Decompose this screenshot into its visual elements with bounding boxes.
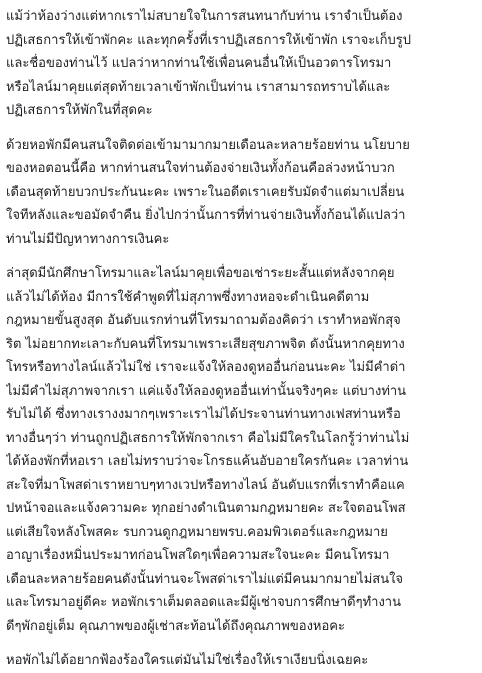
text-line: ปฏิเสธการให้เข้าพักคะ และทุกครั้งที่เราปฏิเสธการให้เข้าพัก เราจะเก็บรูป (6, 32, 412, 48)
text-line: ไม่มีคำไม่สุภาพจากเรา แค่แจ้งให้ลองดูหออื่นเท่านั้นจริงๆคะ แต่บางท่าน (6, 383, 407, 399)
text-line: โทรหรือทางไลน์แล้วไม่ใช่ เราจะแจ้งให้ลองดูหออื่นก่อนนะคะ ไม่มีคำด่า (6, 360, 406, 375)
text-line: และชื่อของท่านไว้ แปลว่าหากท่านใช้เพื่อนคนอื่นให้เป็นอวตารโทรมา (6, 56, 392, 71)
text-line: แต่เสียใจหลังโพสคะ รบกวนดูกฎหมายพรบ.คอมพิวเตอร์และกฎหมาย (6, 524, 388, 540)
text-line: ทางอื่นๆว่า ท่านถูกปฏิเสธการให้พักจากเรา คือไม่มีใครในโลกรู้ว่าท่านไม่ (6, 430, 410, 446)
text-line: แม้ว่าห้องว่างแต่หากเราไม่สบายใจในการสนทนากับท่าน เราจำเป็นต้อง (6, 9, 403, 24)
text-line: แล้วไม่ได้ห้อง มีการใช้คำพูดที่ไม่สุภาพซึ่งทางหอจะดำเนินคดีตาม (6, 289, 370, 305)
text-line: ดีๆพักอยู่เต็ม คุณภาพของผู้เช่าสะท้อนได้ถึงคุณภาพของหอคะ (6, 618, 345, 634)
text-line: ปฏิเสธการให้พักในที่สุดคะ (6, 103, 153, 118)
text-line: เดือนละหลายร้อยคนดังนั้นท่านจะโพสด่าเราไม่แต่มีคนมากมายไม่สนใจ (6, 571, 404, 587)
text-line: ท่านไม่มีปัญหาทางการเงินคะ (6, 231, 170, 247)
text-line: ได้ห้องพักที่หอเรา เลยไม่ทราบว่าจะโกรธแค้นอับอายใครกันคะ เวลาท่าน (6, 454, 409, 469)
paragraph-legal-warning (6, 262, 476, 638)
text-line: ใจทีหลังและขอมัดจำคืน ยิ่งไปกว่านั้นการที่ท่านจ่ายเงินทั้งก้อนได้แปลว่า (6, 208, 406, 223)
text-line: ล่าสุดมีนักศึกษาโทรมาและไลน์มาคุยเพื่อขอเช่าระยะสั้นแต่หลังจากคุย (6, 266, 395, 281)
text-line: อาญาเรื่องหมิ่นประมาทก่อนโพสใดๆเพื่อความสะใจนะคะ มีคนโทรมา (6, 548, 390, 563)
text-line: หรือไลน์มาคุยแต่สุดท้ายเวลาเข้าพักเป็นท่าน เราสามารถทราบได้และ (6, 79, 391, 95)
text-line: เดือนสุดท้ายบวกประกันนะคะ เพราะในอดีตเราเคยรับมัดจำแต่มาเปลี่ยน (6, 184, 405, 200)
paragraph-privacy-policy (6, 5, 476, 123)
text-line: ปหน้าจอและแจ้งความคะ ทุกอย่างดำเนินตามกฎหมายคะ สะใจตอนโพส (6, 501, 406, 516)
text-line: หอพักไม่ได้อยากฟ้องร้องใครแต่มันไม่ใช่เรื่องให้เราเงียบนิ่งเฉยคะ (6, 653, 369, 668)
text-line: และโทรมาอยู่ดีคะ หอพักเราเต็มตลอดและมีผู้เช่าจบการศึกษาดีๆทำงาน (6, 595, 401, 610)
text-line: กฎหมายขั้นสูงสุด อันดับแรกท่านที่โทรมาถามต้องคิดว่า เราทำหอพักสุจ (6, 313, 401, 328)
paragraph-payment-policy (6, 134, 476, 252)
paragraph-closing (6, 649, 476, 673)
text-line: ริต ไม่อยากทะเลาะกับคนที่โทรมาเพราะเสียสุขภาพจิต ดังนั้นหากคุยทาง (6, 336, 405, 352)
text-line: ของหอตอนนี้คือ หากท่านสนใจท่านต้องจ่ายเงินทั้งก้อนคือล่วงหน้าบวก (6, 161, 395, 176)
text-line: สะใจที่มาโพสด่าเราหยาบๆทางเวปหรือทางไลน์ อันดับแรกที่เราทำคือแค (6, 477, 405, 493)
text-line: ด้วยหอพักมีคนสนใจติดต่อเข้ามามากมายเดือนละหลายร้อยท่าน นโยบาย (6, 137, 410, 153)
text-line: รับไม่ได้ ซึ่งทางเรางงมากๆเพราะเราไม่ได้ประจานท่านทางเฟสท่านหรือ (6, 407, 401, 422)
